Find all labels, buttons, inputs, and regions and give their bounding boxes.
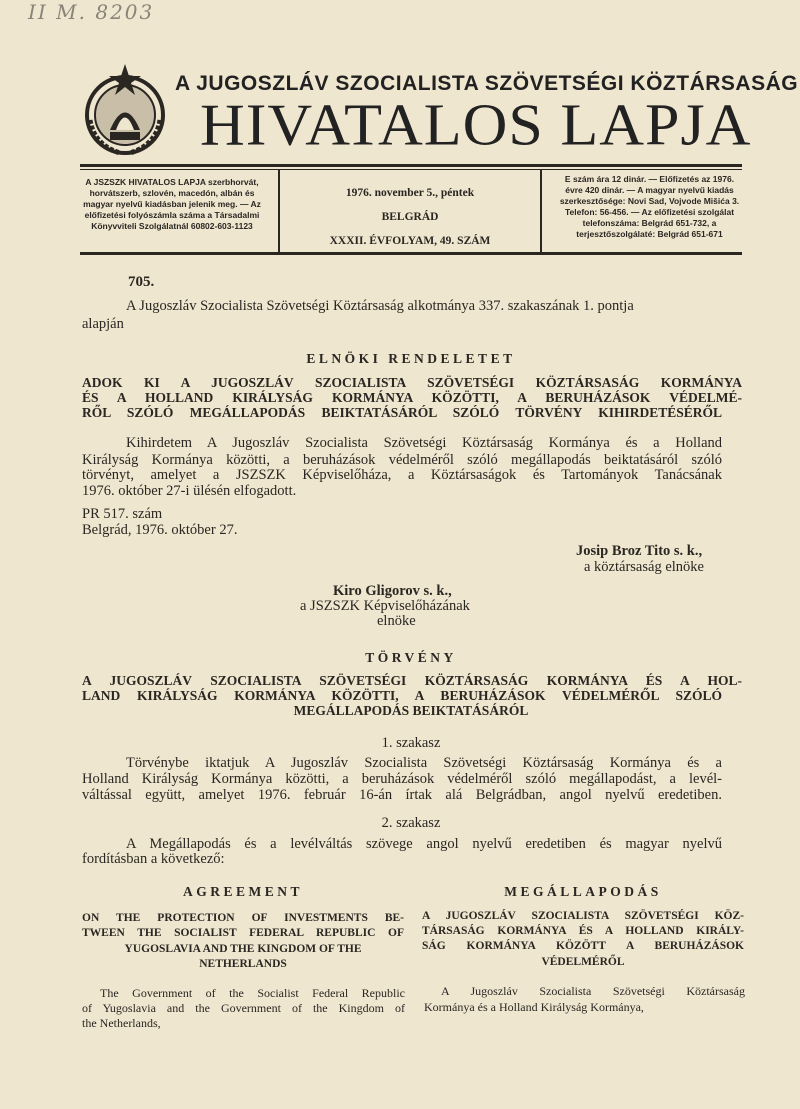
state-emblem-icon [80,60,170,160]
promulgation-line: 1976. október 27-i ülésén elfogadott. [82,483,297,499]
hungarian-title-line: TÁRSASÁG KORMÁNYA ÉS A HOLLAND KIRÁLY- [422,925,744,937]
english-title-line: YUGOSLAVIA AND THE KINGDOM OF THE [124,943,362,955]
section-2-line: A Megállapodás és a levélváltás szövege angol nyelvű eredetiben és magyar nyelvű [126,836,722,852]
handwritten-archive-note: II M. 8203 [28,0,155,24]
header-issue-info [290,181,530,253]
reference-number: PR 517. szám [82,506,163,522]
section-1-line: Holland Királyság Kormánya közötti, a beruházások védelméről szóló megállapodást, a levél- [82,771,722,787]
decree-heading: ELNÖKI RENDELETET [306,351,516,366]
preamble-line: A Jugoszláv Szocialista Szövetségi Köztársaság alkotmánya 337. szakaszának 1. pontja [126,298,634,314]
hungarian-title-line: A JUGOSZLÁV SZOCIALISTA SZÖVETSÉGI KÖZ- [422,910,744,922]
header-divider-right [540,170,542,252]
section-1-line: Törvénybe iktatjuk A Jugoszláv Szocialista Szövetségi Köztársaság Kormánya és a [126,755,722,771]
promulgation-line: Királyság Kormánya közötti, a beruházások védelméről szóló megállapodás beiktatásáról szóló [82,452,722,468]
header-publication-info: A JSZSZK HIVATALOS LAPJA szerbhorvát, horvátszerb, szlovén, macedón, albán és magyar nyelvű kiadásban jelenik meg. — Az előfizetési folyószámla száma a Társadalmi Könyvviteli Szolgálatnál 60802-603-1123 [83,177,261,231]
header-divider-left [278,170,280,252]
hungarian-body-line: Kormánya és a Holland Királyság Kormánya, [424,1000,644,1014]
english-title-line: TWEEN THE SOCIALIST FEDERAL REPUBLIC OF [82,927,404,939]
preamble-line: alapján [82,316,124,332]
decree-title-line: RŐL SZÓLÓ MEGÁLLAPODÁS BEIKTATÁSÁRÓL SZÓLÓ TÖRVÉNY KIHIRDETÉSÉRŐL [82,405,722,420]
signer-gligorov-title: a JSZSZK Képviselőházának [300,598,470,614]
section-2-heading: 2. szakasz [381,815,441,831]
english-title-line: NETHERLANDS [199,958,287,970]
english-heading: AGREEMENT [182,884,303,899]
signer-gligorov-name: Kiro Gligorov s. k., [333,583,452,599]
signer-gligorov-title: elnöke [377,613,416,629]
law-title-line: A JUGOSZLÁV SZOCIALISTA SZÖVETSÉGI KÖZTÁRSASÁG KORMÁNYA ÉS A HOL- [82,673,742,688]
header-top-rule-thin [80,169,742,170]
hungarian-heading: MEGÁLLAPODÁS [504,884,662,899]
document-number: 705. [128,274,155,290]
issue-volume: XXXII. ÉVFOLYAM, 49. SZÁM [329,235,491,247]
header-price-info: E szám ára 12 dinár. — Előfizetés az 1976. évre 420 dinár. — A magyar nyelvű kiadás szerkesztősége: Novi Sad, Vojvode Mišića 3. Telefon: 56-456. — Az előfizetési szolgálat telefonszáma: Belgrád 651-732, a terjesztőszolgálaté: Belgrád 651-671 [559,174,740,239]
section-1-heading: 1. szakasz [381,735,441,751]
reference-place-date: Belgrád, 1976. október 27. [82,522,238,538]
hungarian-body-line: A Jugoszláv Szocialista Szövetségi Köztársaság [441,984,745,998]
hungarian-title-line: VÉDELMÉRŐL [541,956,625,968]
english-body-line: The Government of the Socialist Federal Republic [100,986,405,1000]
english-title-line: ON THE PROTECTION OF INVESTMENTS BE- [82,912,404,924]
issue-place: BELGRÁD [381,211,439,223]
section-1-line: váltással együtt, amelyet 1976. február 16-án írtak alá Belgrádban, angol nyelvű eredetiben. [82,787,722,803]
promulgation-line: Kihirdetem A Jugoszláv Szocialista Szövetségi Köztársaság Kormánya és a Holland [126,435,722,451]
masthead-title: HIVATALOS LAPJA [200,93,752,158]
law-heading: TÖRVÉNY [365,650,457,665]
section-2-line: fordításban a következő: [82,851,225,867]
english-body-line: of Yugoslavia and the Government of the Kingdom of [82,1001,405,1015]
hungarian-title-line: SÁG KORMÁNYA KÖZÖTT A BERUHÁZÁSOK [422,940,744,952]
signer-tito-name: Josip Broz Tito s. k., [576,543,703,559]
header-top-rule [80,164,742,167]
decree-title-line: ÉS A HOLLAND KIRÁLYSÁG KORMÁNYA KÖZÖTTI, A BERUHÁZÁSOK VÉDELMÉ- [82,390,742,405]
masthead-subtitle: A JUGOSZLÁV SZOCIALISTA SZÖVETSÉGI KÖZTÁRSASÁG [175,72,799,95]
law-title-line: MEGÁLLAPODÁS BEIKTATÁSÁRÓL [293,703,529,718]
issue-date: 1976. november 5., péntek [345,187,475,199]
law-title-line: LAND KIRÁLYSÁG KORMÁNYA KÖZÖTTI, A BERUHÁZÁSOK VÉDELMÉRŐL SZÓLÓ [82,688,722,703]
signer-tito-title: a köztársaság elnöke [584,559,704,575]
decree-title-line: ADOK KI A JUGOSZLÁV SZOCIALISTA SZÖVETSÉGI KÖZTÁRSASÁG KORMÁNYA [82,375,742,390]
promulgation-line: törvényt, amelyet a JSZSZK Képviselőháza, a Köztársaságok és Tartományok Tanácsának [82,467,722,483]
english-body-line: the Netherlands, [82,1016,161,1030]
